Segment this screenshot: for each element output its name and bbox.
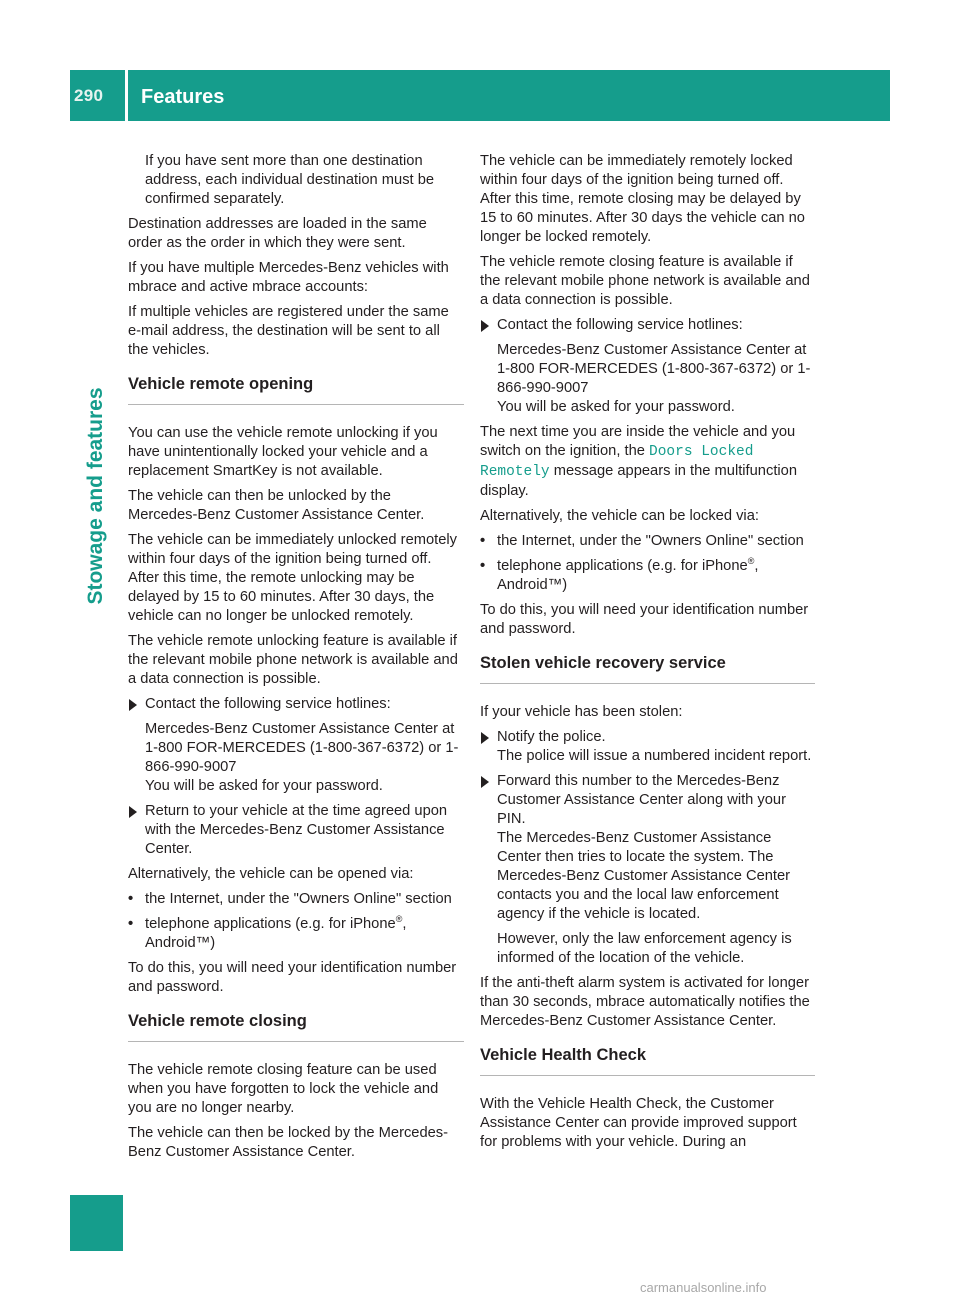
paragraph: The vehicle remote closing feature can be used when you have forgotten to lock the vehicle and you are no longer nearby. <box>128 1062 439 1116</box>
paragraph: The vehicle remote closing feature is available if the relevant mobile phone network is available and a data connection is possible. <box>480 254 810 308</box>
paragraph: If the anti-theft alarm system is activated for longer than 30 seconds, mbrace automatically notifies the Mercedes-Benz Customer Assistance Center. <box>480 975 810 1029</box>
paragraph: If you have multiple Mercedes-Benz vehicles with mbrace and active mbrace accounts: <box>128 260 449 295</box>
hotline-text: Mercedes-Benz Customer Assistance Center at 1-800 FOR-MERCEDES (1-800-367-6372) or 1-866-990-9007 <box>145 721 459 775</box>
text-run: The next time you are inside the vehicle and you switch on the ignition, the <box>480 424 796 459</box>
bullet-item <box>128 890 464 909</box>
paragraph: Destination addresses are loaded in the same order as the order in which they were sent. <box>128 216 427 251</box>
bullet-text: , Android™) <box>497 558 759 593</box>
bullet-text: the Internet, under the "Owners Online" section <box>497 533 804 549</box>
watermark: carmanualsonline.info <box>640 1280 767 1295</box>
chapter-label: Stowage and features <box>84 387 107 605</box>
heading-health-check: Vehicle Health Check <box>480 1045 815 1076</box>
password-note: You will be asked for your password. <box>497 399 735 415</box>
header-separator <box>125 70 128 121</box>
arrow-icon <box>481 776 489 788</box>
password-note: You will be asked for your password. <box>145 778 383 794</box>
bullet-item <box>128 915 464 953</box>
step-item <box>128 695 464 714</box>
bullet-item <box>480 557 815 595</box>
bullet-icon: • <box>128 891 134 907</box>
step-text: Return to your vehicle at the time agreed upon with the Mercedes-Benz Customer Assistance Center. <box>145 803 448 857</box>
left-column <box>128 152 464 1168</box>
section-title: Features <box>141 86 225 108</box>
step-item <box>480 728 815 747</box>
heading-remote-opening: Vehicle remote opening <box>128 374 464 405</box>
registered-mark: ® <box>747 556 755 567</box>
right-column <box>480 152 815 1158</box>
step-item <box>128 802 464 859</box>
display-message: Doors Locked Remotely <box>480 444 754 480</box>
arrow-icon <box>481 732 489 744</box>
bullet-text: the Internet, under the "Owners Online" section <box>145 891 452 907</box>
paragraph: With the Vehicle Health Check, the Customer Assistance Center can provide improved support for problems with your vehicle. During an <box>480 1096 797 1150</box>
paragraph: The vehicle can then be locked by the Mercedes-Benz Customer Assistance Center. <box>128 1125 449 1160</box>
hotline-text: Mercedes-Benz Customer Assistance Center at 1-800 FOR-MERCEDES (1-800-367-6372) or 1-866-990-9007 <box>497 342 811 396</box>
paragraph: To do this, you will need your identification number and password. <box>480 602 809 637</box>
heading-remote-closing: Vehicle remote closing <box>128 1011 464 1042</box>
step-text: Contact the following service hotlines: <box>145 696 391 712</box>
arrow-icon <box>129 699 137 711</box>
paragraph: To do this, you will need your identification number and password. <box>128 960 457 995</box>
arrow-icon <box>129 806 137 818</box>
paragraph: If your vehicle has been stolen: <box>480 704 683 720</box>
bullet-text: telephone applications (e.g. for iPhone <box>145 916 396 932</box>
paragraph: Alternatively, the vehicle can be opened via: <box>128 866 414 882</box>
step-item <box>480 316 815 335</box>
heading-stolen-recovery: Stolen vehicle recovery service <box>480 653 815 684</box>
text-run: message appears in the multifunction display. <box>480 463 798 499</box>
bullet-icon: • <box>128 916 134 932</box>
step-item <box>480 772 815 829</box>
paragraph <box>480 423 815 501</box>
paragraph: The vehicle can then be unlocked by the Mercedes-Benz Customer Assistance Center. <box>128 488 425 523</box>
paragraph: You can use the vehicle remote unlocking if you have unintentionally locked your vehicle and a replacement SmartKey is not available. <box>128 425 438 479</box>
paragraph: The vehicle can be immediately remotely locked within four days of the ignition being turned off. After this time, remote closing may be delayed by 15 to 60 minutes. After 30 days the vehicle can no longer be locked remotely. <box>480 153 805 245</box>
step-detail: The police will issue a numbered incident report. <box>497 748 812 764</box>
step-text: Contact the following service hotlines: <box>497 317 743 333</box>
paragraph: The vehicle remote unlocking feature is available if the relevant mobile phone network is available and a data connection is possible. <box>128 633 458 687</box>
step-text: Notify the police. <box>497 729 606 745</box>
step-detail: However, only the law enforcement agency is informed of the location of the vehicle. <box>497 931 792 966</box>
bullet-text: telephone applications (e.g. for iPhone <box>497 558 748 574</box>
step-detail: The Mercedes-Benz Customer Assistance Center then tries to locate the system. The Mercedes-Benz Customer Assistance Center contacts you and the local law enforcement agency if the vehicle is located. <box>497 830 791 922</box>
bullet-icon: • <box>480 533 486 549</box>
registered-mark: ® <box>395 914 403 925</box>
paragraph: If multiple vehicles are registered under the same e-mail address, the destination will be sent to all the vehicles. <box>128 304 449 358</box>
arrow-icon <box>481 320 489 332</box>
paragraph: If you have sent more than one destination address, each individual destination must be confirmed separately. <box>145 153 435 207</box>
paragraph: Alternatively, the vehicle can be locked via: <box>480 508 759 524</box>
paragraph: The vehicle can be immediately unlocked remotely within four days of the ignition being turned off. After this time, the remote unlocking may be delayed by 15 to 60 minutes. After 30 days, the vehicle can no longer be unlocked remotely. <box>128 532 457 624</box>
bullet-icon: • <box>480 558 486 574</box>
page-number: 290 <box>74 86 104 105</box>
step-text: Forward this number to the Mercedes-Benz Customer Assistance Center along with your PIN. <box>497 773 786 827</box>
bullet-item <box>480 532 815 551</box>
chapter-tab <box>70 1195 123 1251</box>
bullet-text: , Android™) <box>145 916 407 951</box>
